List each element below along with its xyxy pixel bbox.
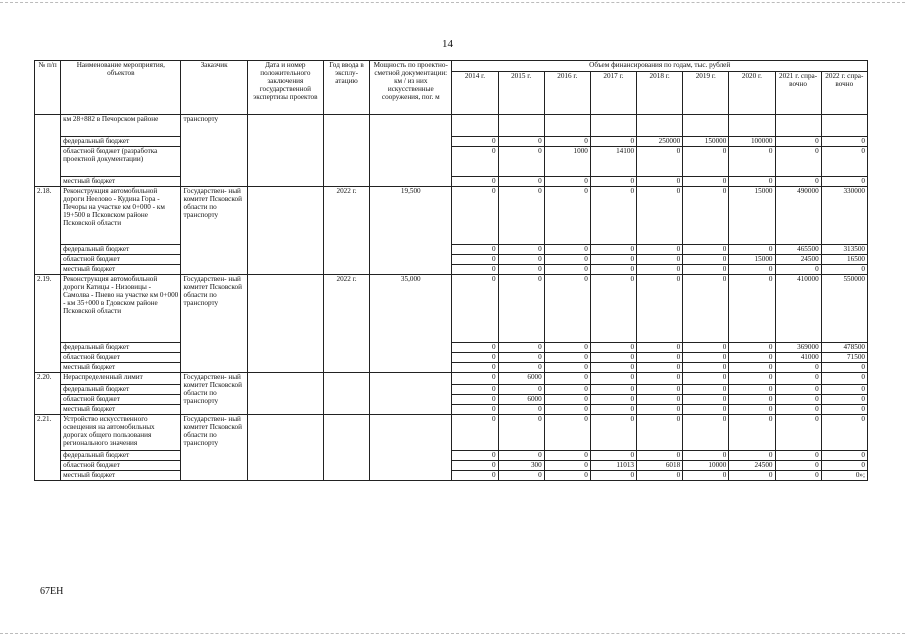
funding-value: 0 (452, 451, 498, 461)
funding-value: 0 (775, 373, 821, 385)
budget-label: местный бюджет (61, 405, 181, 415)
funding-value: 0 (544, 363, 590, 373)
funding-value: 478500 (821, 343, 867, 353)
item-title: км 28+882 в Печорском районе (61, 115, 181, 137)
budget-label: местный бюджет (61, 363, 181, 373)
funding-value: 0 (821, 363, 867, 373)
funding-value: 0 (498, 385, 544, 395)
item-title: Реконструкция автомобильной дороги Неелово - Кудина Гора - Печоры на участке км 0+000 - км 19+500 в Псковском районе Псковской области (61, 187, 181, 245)
item-expertise (247, 415, 323, 481)
funding-value: 369000 (775, 343, 821, 353)
header-year-col: 2015 г. (498, 72, 544, 115)
funding-value: 6000 (498, 395, 544, 405)
header-funding-group: Объем финансирования по годам, тыс. рублей (452, 61, 868, 72)
item-year (323, 115, 369, 187)
funding-value (775, 115, 821, 137)
funding-value: 0 (590, 415, 636, 451)
funding-value: 16500 (821, 255, 867, 265)
funding-value: 0 (590, 343, 636, 353)
funding-value: 0 (729, 395, 775, 405)
funding-value: 24500 (775, 255, 821, 265)
funding-value: 0 (452, 245, 498, 255)
header-year-col: 2022 г. спра- вочно (821, 72, 867, 115)
funding-value: 0 (683, 373, 729, 385)
funding-table (34, 60, 868, 481)
table-row (35, 363, 868, 373)
funding-value: 0 (544, 265, 590, 275)
funding-value: 0 (452, 177, 498, 187)
budget-label: областной бюджет (61, 255, 181, 265)
funding-value: 313500 (821, 245, 867, 255)
header-date: Дата и номер положительного заключения государственной экспертизы проектов (247, 61, 323, 115)
funding-value: 0 (683, 343, 729, 353)
funding-value: 0 (452, 147, 498, 177)
budget-label: областной бюджет (разработка проектной документации) (61, 147, 181, 177)
item-number: 2.18. (35, 187, 61, 275)
table-row (35, 245, 868, 255)
funding-value: 0 (498, 137, 544, 147)
item-capacity (370, 115, 452, 187)
funding-value: 0 (498, 245, 544, 255)
header-customer: Заказчик (181, 61, 247, 115)
funding-value: 0 (683, 245, 729, 255)
funding-value: 0 (544, 451, 590, 461)
table-row (35, 255, 868, 265)
funding-value: 0 (590, 471, 636, 481)
funding-value: 0 (498, 471, 544, 481)
funding-value: 0 (544, 353, 590, 363)
funding-value: 0 (683, 415, 729, 451)
table-row (35, 451, 868, 461)
item-number: 2.19. (35, 275, 61, 373)
funding-value: 6018 (637, 461, 683, 471)
funding-value: 0 (729, 275, 775, 343)
funding-value (544, 115, 590, 137)
funding-value: 0 (775, 395, 821, 405)
funding-value: 14100 (590, 147, 636, 177)
funding-value: 1000 (544, 147, 590, 177)
item-capacity: 19,500 (370, 187, 452, 275)
item-title: Нераспределенный лимит (61, 373, 181, 385)
funding-value: 0 (683, 451, 729, 461)
header-year-col: 2020 г. (729, 72, 775, 115)
funding-value: 490000 (775, 187, 821, 245)
funding-value: 0 (729, 471, 775, 481)
item-year (323, 415, 369, 481)
funding-value: 0 (590, 137, 636, 147)
funding-value: 0 (452, 395, 498, 405)
funding-value: 0 (452, 363, 498, 373)
funding-value: 410000 (775, 275, 821, 343)
funding-value: 0 (544, 385, 590, 395)
table-row (35, 461, 868, 471)
funding-value: 0 (821, 405, 867, 415)
funding-value: 15000 (729, 255, 775, 265)
scan-edge-bottom (0, 633, 905, 634)
funding-value: 150000 (683, 137, 729, 147)
funding-value: 0 (452, 343, 498, 353)
budget-label: федеральный бюджет (61, 343, 181, 353)
funding-value: 0 (821, 147, 867, 177)
funding-value: 0 (452, 461, 498, 471)
funding-value: 15000 (729, 187, 775, 245)
funding-value: 41000 (775, 353, 821, 363)
funding-value: 0 (637, 395, 683, 405)
funding-value: 0 (498, 177, 544, 187)
table-row (35, 275, 868, 343)
funding-value: 0 (729, 343, 775, 353)
funding-value: 0 (452, 471, 498, 481)
funding-value: 0 (452, 255, 498, 265)
funding-value: 0 (452, 187, 498, 245)
budget-label: областной бюджет (61, 353, 181, 363)
funding-value: 0 (637, 385, 683, 395)
funding-value: 11013 (590, 461, 636, 471)
funding-value: 0 (637, 415, 683, 451)
funding-value: 10000 (683, 461, 729, 471)
item-number: 2.21. (35, 415, 61, 481)
funding-value: 0 (683, 405, 729, 415)
table-row (35, 405, 868, 415)
page-number: 14 (442, 38, 453, 50)
funding-value: 0 (544, 471, 590, 481)
table-row (35, 177, 868, 187)
funding-value: 0 (821, 137, 867, 147)
funding-value: 0 (683, 147, 729, 177)
funding-value: 0 (498, 255, 544, 265)
funding-value: 0 (452, 415, 498, 451)
funding-value: 0 (775, 471, 821, 481)
header-year: Год ввода в эксплу- атацию (323, 61, 369, 115)
funding-value: 0 (729, 353, 775, 363)
funding-value: 0 (683, 255, 729, 265)
item-capacity: 35,000 (370, 275, 452, 373)
funding-value: 0 (544, 461, 590, 471)
item-year: 2022 г. (323, 187, 369, 275)
table-body (35, 115, 868, 481)
funding-value: 0 (498, 275, 544, 343)
funding-value: 0 (544, 395, 590, 405)
funding-value: 24500 (729, 461, 775, 471)
header-year-col: 2016 г. (544, 72, 590, 115)
funding-value (498, 115, 544, 137)
funding-value: 0 (729, 177, 775, 187)
funding-value: 0 (683, 275, 729, 343)
funding-value: 0 (452, 137, 498, 147)
funding-value: 0 (775, 451, 821, 461)
funding-value: 0 (544, 405, 590, 415)
funding-value: 0 (452, 275, 498, 343)
funding-value: 0 (544, 415, 590, 451)
table-row (35, 187, 868, 245)
funding-value: 0 (637, 275, 683, 343)
item-expertise (247, 115, 323, 187)
funding-value: 0 (498, 187, 544, 245)
item-year (323, 373, 369, 415)
funding-value: 0 (544, 245, 590, 255)
header-year-col: 2019 г. (683, 72, 729, 115)
funding-value: 0»; (821, 471, 867, 481)
funding-value: 0 (775, 265, 821, 275)
funding-value: 0 (821, 451, 867, 461)
item-expertise (247, 275, 323, 373)
funding-value: 0 (637, 147, 683, 177)
funding-value: 0 (729, 363, 775, 373)
funding-value: 0 (775, 385, 821, 395)
funding-value: 0 (729, 385, 775, 395)
scan-edge-top (0, 2, 905, 3)
funding-value (452, 115, 498, 137)
funding-value: 0 (637, 187, 683, 245)
funding-value: 0 (683, 187, 729, 245)
funding-value: 0 (544, 343, 590, 353)
budget-label: местный бюджет (61, 265, 181, 275)
funding-value: 0 (637, 255, 683, 265)
funding-value: 0 (590, 395, 636, 405)
funding-value: 0 (729, 265, 775, 275)
table-row (35, 343, 868, 353)
funding-value: 0 (821, 461, 867, 471)
funding-value: 330000 (821, 187, 867, 245)
funding-value: 0 (590, 177, 636, 187)
funding-value: 0 (544, 137, 590, 147)
funding-value: 0 (498, 147, 544, 177)
funding-value: 0 (452, 405, 498, 415)
item-customer: Государствен- ный комитет Псковской области по транспорту (181, 275, 247, 373)
header-year-col: 2014 г. (452, 72, 498, 115)
header-name: Наименование мероприятия, объектов (61, 61, 181, 115)
funding-value: 0 (637, 471, 683, 481)
budget-label: федеральный бюджет (61, 137, 181, 147)
footer-code: 67ЕН (40, 586, 64, 597)
funding-value: 0 (775, 147, 821, 177)
funding-value: 0 (498, 405, 544, 415)
funding-value: 0 (544, 275, 590, 343)
funding-value: 0 (775, 405, 821, 415)
funding-value: 0 (452, 265, 498, 275)
funding-value: 0 (544, 373, 590, 385)
table-row (35, 373, 868, 385)
funding-value: 0 (498, 353, 544, 363)
table-row (35, 415, 868, 451)
table-row (35, 395, 868, 405)
funding-value: 0 (590, 187, 636, 245)
funding-value: 0 (683, 353, 729, 363)
table-row (35, 265, 868, 275)
funding-value: 0 (683, 471, 729, 481)
funding-value: 0 (590, 373, 636, 385)
item-title: Реконструкция автомобильной дороги Катицы - Низовицы - Самолва - Пнево на участке км 0+000 - км 35+000 в Гдовском районе Псковской области (61, 275, 181, 343)
funding-value: 0 (775, 363, 821, 373)
funding-value: 0 (729, 415, 775, 451)
funding-value: 0 (729, 405, 775, 415)
funding-value: 0 (821, 395, 867, 405)
funding-value: 0 (821, 385, 867, 395)
table-row (35, 115, 868, 137)
funding-value: 0 (498, 451, 544, 461)
funding-value: 550000 (821, 275, 867, 343)
funding-value: 0 (590, 245, 636, 255)
funding-value: 0 (729, 147, 775, 177)
budget-label: федеральный бюджет (61, 451, 181, 461)
funding-value: 0 (683, 177, 729, 187)
funding-value: 0 (544, 187, 590, 245)
funding-value: 6000 (498, 373, 544, 385)
item-customer: Государствен- ный комитет Псковской области по транспорту (181, 373, 247, 415)
funding-value: 0 (637, 405, 683, 415)
funding-value: 0 (544, 177, 590, 187)
budget-label: областной бюджет (61, 461, 181, 471)
header-num: № п/п (35, 61, 61, 115)
funding-value (590, 115, 636, 137)
funding-value: 0 (729, 373, 775, 385)
funding-value (683, 115, 729, 137)
funding-value: 0 (729, 451, 775, 461)
table-row (35, 147, 868, 177)
header-capacity: Мощность по проектно-сметной документации: км / из них искусственные сооружения, пог. м (370, 61, 452, 115)
item-customer: Государствен- ный комитет Псковской области по транспорту (181, 187, 247, 275)
funding-value: 0 (590, 265, 636, 275)
funding-value: 0 (729, 245, 775, 255)
funding-value: 0 (821, 265, 867, 275)
funding-value: 0 (775, 137, 821, 147)
item-year: 2022 г. (323, 275, 369, 373)
funding-value: 0 (590, 385, 636, 395)
funding-value: 0 (637, 353, 683, 363)
funding-value: 0 (683, 385, 729, 395)
item-number (35, 115, 61, 187)
funding-value: 465500 (775, 245, 821, 255)
funding-value: 0 (590, 451, 636, 461)
budget-label: местный бюджет (61, 471, 181, 481)
item-expertise (247, 373, 323, 415)
funding-value: 0 (821, 415, 867, 451)
item-title: Устройство искусственного освещения на автомобильных дорогах общего пользования регионального значения (61, 415, 181, 451)
funding-value: 0 (637, 451, 683, 461)
budget-label: местный бюджет (61, 177, 181, 187)
funding-value: 300 (498, 461, 544, 471)
header-year-col: 2018 г. (637, 72, 683, 115)
funding-value: 0 (821, 373, 867, 385)
funding-value: 0 (637, 373, 683, 385)
item-number: 2.20. (35, 373, 61, 415)
funding-value: 0 (590, 275, 636, 343)
funding-value (637, 115, 683, 137)
budget-label: федеральный бюджет (61, 245, 181, 255)
funding-value: 250000 (637, 137, 683, 147)
funding-value: 0 (775, 415, 821, 451)
funding-value: 0 (775, 461, 821, 471)
table-row (35, 137, 868, 147)
item-expertise (247, 187, 323, 275)
funding-value: 0 (637, 265, 683, 275)
funding-value: 0 (590, 255, 636, 265)
funding-value: 0 (452, 385, 498, 395)
item-customer: транспорту (181, 115, 247, 187)
funding-value: 0 (590, 353, 636, 363)
budget-label: областной бюджет (61, 395, 181, 405)
item-capacity (370, 373, 452, 415)
table-row (35, 385, 868, 395)
funding-value: 0 (637, 363, 683, 373)
funding-value: 71500 (821, 353, 867, 363)
funding-value (729, 115, 775, 137)
funding-value: 0 (821, 177, 867, 187)
budget-label: федеральный бюджет (61, 385, 181, 395)
header-year-col: 2017 г. (590, 72, 636, 115)
funding-value: 0 (775, 177, 821, 187)
funding-value: 100000 (729, 137, 775, 147)
funding-value (821, 115, 867, 137)
funding-value: 0 (590, 405, 636, 415)
funding-value: 0 (452, 353, 498, 363)
funding-value: 0 (683, 395, 729, 405)
funding-value: 0 (498, 265, 544, 275)
funding-value: 0 (683, 363, 729, 373)
funding-value: 0 (498, 415, 544, 451)
table-row (35, 353, 868, 363)
funding-value: 0 (637, 177, 683, 187)
table-row (35, 471, 868, 481)
funding-value: 0 (452, 373, 498, 385)
funding-value: 0 (498, 363, 544, 373)
funding-value: 0 (637, 245, 683, 255)
header-year-col: 2021 г. спра- вочно (775, 72, 821, 115)
funding-value: 0 (683, 265, 729, 275)
funding-value: 0 (544, 255, 590, 265)
item-capacity (370, 415, 452, 481)
funding-value: 0 (590, 363, 636, 373)
funding-value: 0 (637, 343, 683, 353)
funding-value: 0 (498, 343, 544, 353)
item-customer: Государствен- ный комитет Псковской области по транспорту (181, 415, 247, 481)
